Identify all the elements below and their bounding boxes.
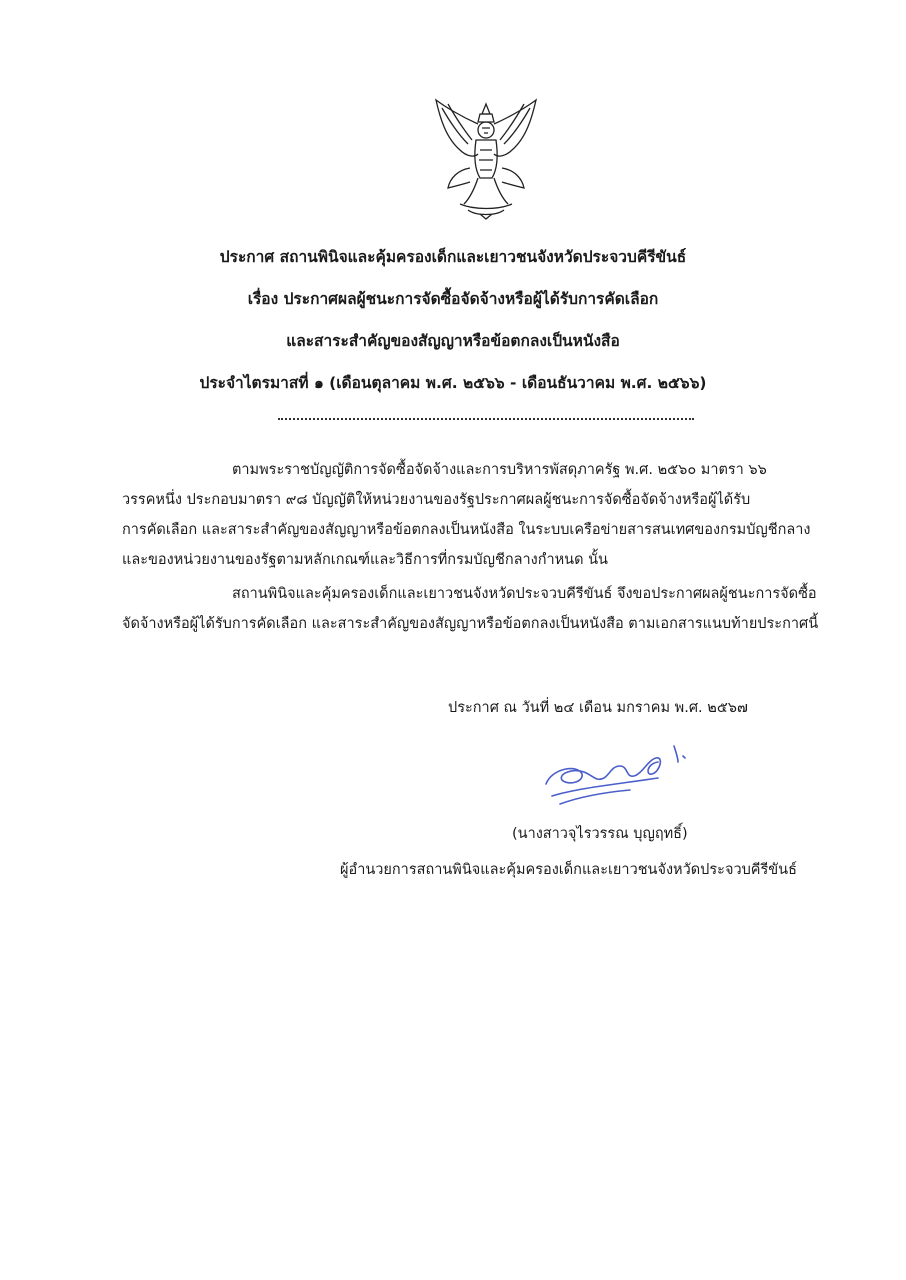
dotted-divider (278, 418, 694, 420)
paragraph-1-line-1: ตามพระราชบัญญัติการจัดซื้อจัดจ้างและการบริหารพัสดุภาครัฐ พ.ศ. ๒๕๖๐ มาตรา ๖๖ (232, 462, 767, 478)
signer-name: (นางสาวจุไรวรรณ บุญฤทธิ์) (512, 826, 688, 842)
paragraph-2-line-2: จัดจ้างหรือผู้ได้รับการคัดเลือก และสาระสำคัญของสัญญาหรือข้อตกลงเป็นหนังสือ ตามเอกสารแนบท้ายประกาศนี้ (122, 616, 819, 632)
signature-image (538, 738, 692, 810)
paragraph-1-line-2: วรรคหนึ่ง ประกอบมาตรา ๙๘ บัญญัติให้หน่วยงานของรัฐประกาศผลผู้ชนะการจัดซื้อจัดจ้างหรือผู้ได้รับ (122, 492, 751, 508)
paragraph-2-line-1: สถานพินิจและคุ้มครองเด็กและเยาวชนจังหวัดประจวบคีรีขันธ์ จึงขอประกาศผลผู้ชนะการจัดซื้อ (232, 586, 817, 602)
paragraph-1-line-3: การคัดเลือก และสาระสำคัญของสัญญาหรือข้อตกลงเป็นหนังสือ ในระบบเครือข่ายสารสนเทศของกรมบัญชีกลาง (122, 522, 811, 538)
garuda-emblem-icon (430, 98, 542, 220)
announcement-date: ประกาศ ณ วันที่ ๒๔ เดือน มกราคม พ.ศ. ๒๕๖๗ (448, 700, 748, 716)
quarter-line: ประจำไตรมาสที่ ๑ (เดือนตุลาคม พ.ศ. ๒๕๖๖ - เดือนธันวาคม พ.ศ. ๒๕๖๖) (199, 374, 707, 392)
subject-line-2: และสาระสำคัญของสัญญาหรือข้อตกลงเป็นหนังสือ (286, 332, 620, 350)
paragraph-1-line-4: และของหน่วยงานของรัฐตามหลักเกณฑ์และวิธีการที่กรมบัญชีกลางกำหนด นั้น (122, 552, 608, 568)
signer-position: ผู้อำนวยการสถานพินิจและคุ้มครองเด็กและเยาวชนจังหวัดประจวบคีรีขันธ์ (340, 862, 797, 878)
subject-line: เรื่อง ประกาศผลผู้ชนะการจัดซื้อจัดจ้างหรือผู้ได้รับการคัดเลือก (247, 290, 659, 308)
announcement-header: ประกาศ สถานพินิจและคุ้มครองเด็กและเยาวชนจังหวัดประจวบคีรีขันธ์ (219, 248, 687, 266)
